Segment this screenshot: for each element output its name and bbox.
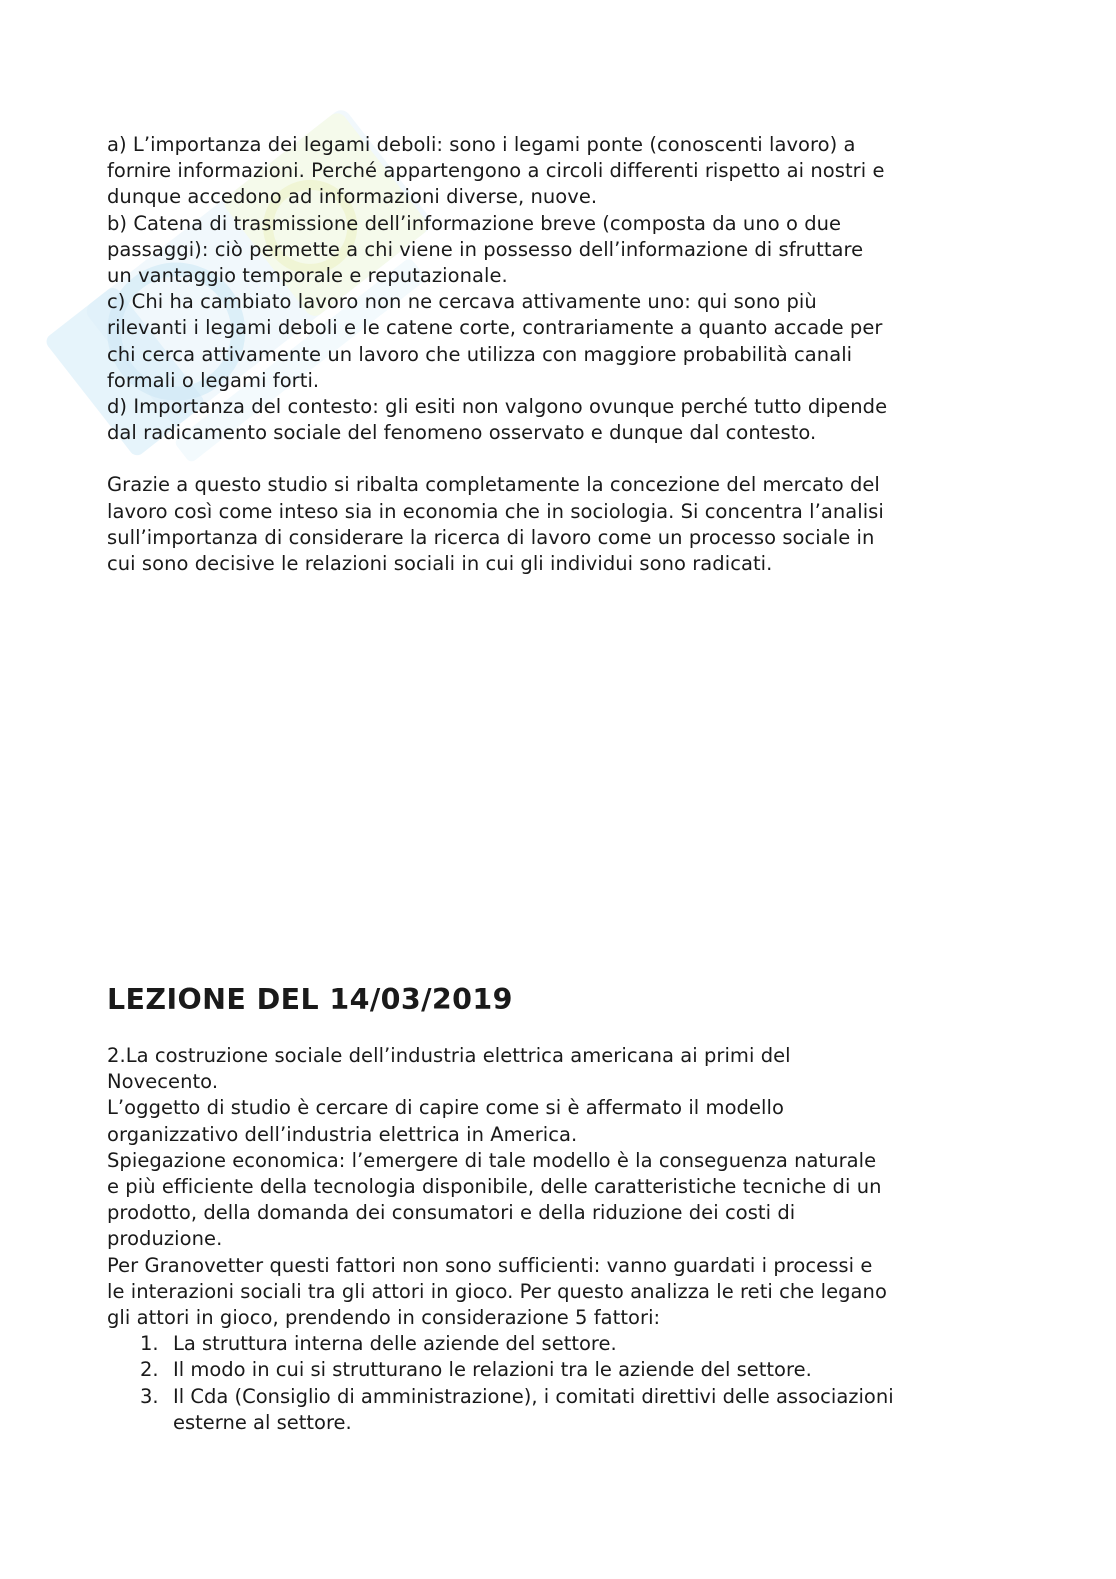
text-line: prodotto, della domanda dei consumatori e della riduzione dei costi di — [107, 1201, 796, 1225]
conclusion-paragraph — [107, 472, 1007, 577]
text-line: Grazie a questo studio si ribalta completamente la concezione del mercato del — [107, 473, 880, 497]
text-line: a) L’importanza dei legami deboli: sono i legami ponte (conoscenti lavoro) a — [107, 133, 856, 156]
intro-paragraph — [107, 132, 1007, 446]
list-item — [107, 1357, 1017, 1383]
section-paragraph — [107, 1043, 1017, 1331]
document-body — [107, 132, 1007, 577]
text-line: cui sono decisive le relazioni sociali in cui gli individui sono radicati. — [107, 552, 773, 576]
text-line: dunque accedono ad informazioni diverse, nuove. — [107, 185, 598, 209]
list-item — [107, 1384, 1017, 1436]
text-line: d) Importanza del contesto: gli esiti non valgono ovunque perché tutto dipende — [107, 395, 888, 419]
text-line: le interazioni sociali tra gli attori in gioco. Per questo analizza le reti che legano — [107, 1279, 887, 1303]
text-line: dal radicamento sociale del fenomeno osservato e dunque dal contesto. — [107, 421, 817, 445]
factors-list — [107, 1331, 1017, 1436]
list-number: 3. — [140, 1384, 159, 1408]
text-line: b) Catena di trasmissione dell’informazione breve (composta da uno o due — [107, 211, 842, 235]
text-line: Per Granovetter questi fattori non sono sufficienti: vanno guardati i processi e — [107, 1253, 873, 1277]
text-line: esterne al settore. — [173, 1410, 352, 1434]
lesson-heading: LEZIONE DEL 14/03/2019 — [107, 983, 513, 1016]
list-number: 1. — [140, 1332, 159, 1356]
text-line: un vantaggio temporale e reputazionale. — [107, 264, 508, 288]
text-line: gli attori in gioco, prendendo in considerazione 5 fattori: — [107, 1306, 661, 1330]
text-line: sull’importanza di considerare la ricerca di lavoro come un processo sociale in — [107, 525, 875, 549]
text-line: e più efficiente della tecnologia disponibile, delle caratteristiche tecniche di un — [107, 1175, 882, 1199]
text-line: La struttura interna delle aziende del settore. — [173, 1332, 617, 1356]
text-line: passaggi): ciò permette a chi viene in possesso dell’informazione di sfruttare — [107, 237, 864, 261]
text-line: fornire informazioni. Perché appartengono a circoli differenti rispetto ai nostri e — [107, 159, 885, 183]
text-line: Spiegazione economica: l’emergere di tale modello è la conseguenza naturale — [107, 1148, 877, 1172]
text-line: c) Chi ha cambiato lavoro non ne cercava attivamente uno: qui sono più — [107, 290, 817, 314]
text-line: produzione. — [107, 1227, 223, 1251]
text-line: L’oggetto di studio è cercare di capire come si è affermato il modello — [107, 1096, 784, 1120]
lesson-section — [107, 1043, 1017, 1436]
text-line: lavoro così come inteso sia in economia che in sociologia. Si concentra l’analisi — [107, 499, 884, 523]
text-line: Il modo in cui si strutturano le relazioni tra le aziende del settore. — [173, 1358, 812, 1382]
list-item — [107, 1331, 1017, 1357]
text-line: formali o legami forti. — [107, 368, 320, 392]
list-number: 2. — [140, 1358, 159, 1382]
text-line: Novecento. — [107, 1070, 219, 1094]
text-line: organizzativo dell’industria elettrica in America. — [107, 1122, 578, 1146]
text-line: Il Cda (Consiglio di amministrazione), i comitati direttivi delle associazioni — [173, 1384, 894, 1408]
text-line: chi cerca attivamente un lavoro che utilizza con maggiore probabilità canali — [107, 342, 853, 366]
text-line: 2.La costruzione sociale dell’industria elettrica americana ai primi del — [107, 1044, 791, 1067]
text-line: rilevanti i legami deboli e le catene corte, contrariamente a quanto accade per — [107, 316, 883, 340]
